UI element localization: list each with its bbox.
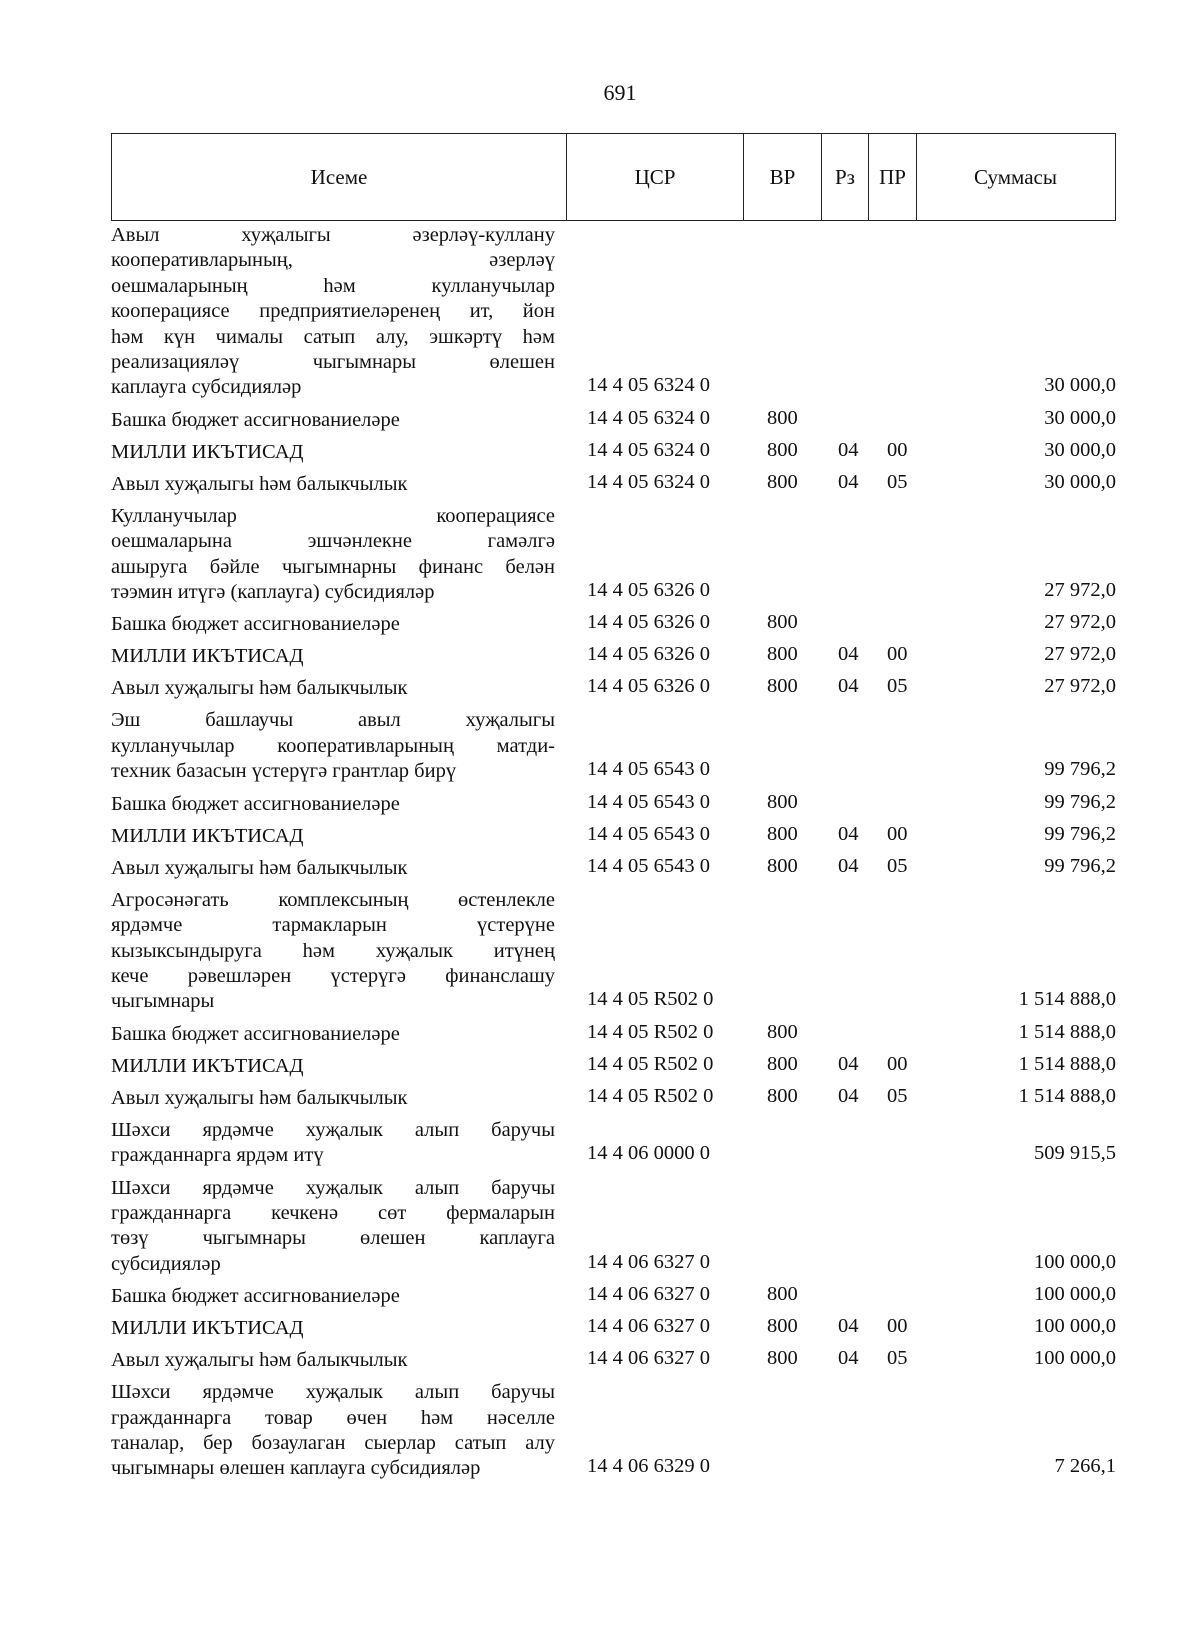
table-row [111, 470, 1116, 497]
row-csr: 14 4 05 6324 0 [587, 438, 710, 461]
row-name-line: оешмаларының һәм кулланучылар [111, 274, 555, 297]
row-name-line: төзү чыгымнары өлешен каплауга [111, 1227, 555, 1250]
row-name-line: Авыл хуҗалыгы һәм балыкчылык [111, 472, 408, 495]
row-csr: 14 4 06 6327 0 [587, 1283, 710, 1306]
row-name [111, 1314, 555, 1341]
row-pr: 05 [887, 854, 908, 877]
row-vr: 800 [767, 1315, 798, 1338]
row-name-line: таналар, бер бозаулаган сыерлар сатып алу [111, 1431, 555, 1454]
row-csr: 14 4 05 R502 0 [587, 1084, 714, 1107]
row-name [111, 1378, 555, 1482]
row-name-line: техник базасын үстерүгә грантлар бирү [111, 760, 457, 783]
table-row [111, 706, 1116, 784]
row-name-line: Башка бюджет ассигнованиеләре [111, 408, 400, 431]
row-csr: 14 4 05 6324 0 [587, 406, 710, 429]
row-sum: 27 972,0 [1044, 579, 1116, 602]
row-rz: 04 [838, 1347, 859, 1370]
row-name-line: реализацияләү чыгымнары өлешен [111, 351, 555, 374]
row-pr: 05 [887, 1084, 908, 1107]
row-name-line: Авыл хуҗалыгы әзерләү-куллану [111, 224, 555, 246]
table-header [111, 133, 1116, 221]
row-rz: 04 [838, 822, 859, 845]
row-pr: 05 [887, 470, 908, 493]
row-sum: 1 514 888,0 [1018, 988, 1116, 1011]
row-rz: 04 [838, 1052, 859, 1075]
row-sum: 7 266,1 [1054, 1455, 1116, 1478]
row-name-line: ярдәмче тармакларын үстерүне [111, 914, 555, 937]
row-name-line: Шәхси ярдәмче хуҗалык алып баручы [111, 1118, 555, 1141]
table-row [111, 674, 1116, 701]
table-row [111, 1346, 1116, 1373]
row-csr: 14 4 05 6543 0 [587, 854, 710, 877]
row-name-line: Кулланучылар кооперациясе [111, 504, 555, 527]
row-rz: 04 [838, 854, 859, 877]
row-name [111, 1020, 555, 1047]
page-number: 691 [603, 80, 637, 105]
row-csr: 14 4 05 6543 0 [587, 822, 710, 845]
row-name [111, 610, 555, 637]
table-row [111, 1378, 1116, 1482]
row-csr: 14 4 05 R502 0 [587, 988, 714, 1011]
row-csr: 14 4 05 R502 0 [587, 1020, 714, 1043]
header-name: Исеме [112, 134, 567, 220]
row-csr: 14 4 06 6327 0 [587, 1315, 710, 1338]
table-row [111, 886, 1116, 1015]
row-sum: 99 796,2 [1044, 758, 1116, 781]
row-sum: 99 796,2 [1044, 822, 1116, 845]
table-row [111, 1052, 1116, 1079]
row-vr: 800 [767, 611, 798, 634]
row-name-line: каплауга субсидияләр [111, 376, 302, 399]
table-row [111, 1174, 1116, 1278]
table-row [111, 1084, 1116, 1111]
row-name [111, 1282, 555, 1309]
table-row [111, 438, 1116, 465]
row-name-line: МИЛЛИ ИКЪТИСАД [111, 440, 304, 463]
row-csr: 14 4 05 6326 0 [587, 611, 710, 634]
row-name-line: МИЛЛИ ИКЪТИСАД [111, 824, 304, 847]
row-sum: 30 000,0 [1044, 374, 1116, 397]
table-row [111, 1282, 1116, 1309]
row-name-line: гражданнарга ярдәм итү [111, 1144, 324, 1167]
header-rz: Рз [822, 134, 869, 220]
row-name-line: МИЛЛИ ИКЪТИСАД [111, 1054, 304, 1077]
row-vr: 800 [767, 1347, 798, 1370]
row-pr: 00 [887, 438, 908, 461]
row-csr: 14 4 05 6324 0 [587, 374, 710, 397]
row-csr: 14 4 05 R502 0 [587, 1052, 714, 1075]
row-pr: 00 [887, 1315, 908, 1338]
row-sum: 100 000,0 [1034, 1283, 1116, 1306]
row-csr: 14 4 05 6543 0 [587, 758, 710, 781]
header-sum: Суммасы [974, 164, 1057, 189]
row-name-line: Шәхси ярдәмче хуҗалык алып баручы [111, 1381, 555, 1404]
row-csr: 14 4 06 0000 0 [587, 1142, 710, 1165]
row-name-line: тәэмин итүгә (каплауга) субсидияләр [111, 581, 435, 604]
row-sum: 1 514 888,0 [1018, 1020, 1116, 1043]
row-name [111, 406, 555, 433]
row-vr: 800 [767, 406, 798, 429]
row-name-line: кызыксындыруга һәм хуҗалык итүнең [111, 939, 555, 962]
row-vr: 800 [767, 675, 798, 698]
row-name-line: кооперациясе предприятиеләренең ит, йон [111, 300, 555, 323]
row-vr: 800 [767, 1020, 798, 1043]
row-vr: 800 [767, 643, 798, 666]
row-name-line: чыгымнары [111, 990, 215, 1013]
row-name-line: Авыл хуҗалыгы һәм балыкчылык [111, 1086, 408, 1109]
row-name [111, 1174, 555, 1278]
table-row [111, 1314, 1116, 1341]
row-sum: 100 000,0 [1034, 1347, 1116, 1370]
row-name-line: МИЛЛИ ИКЪТИСАД [111, 645, 304, 668]
row-sum: 27 972,0 [1044, 643, 1116, 666]
row-sum: 27 972,0 [1044, 675, 1116, 698]
row-name [111, 706, 555, 784]
row-vr: 800 [767, 470, 798, 493]
row-name-line: һәм күн чималы сатып алу, эшкәртү һәм [111, 325, 555, 348]
row-rz: 04 [838, 470, 859, 493]
row-name [111, 790, 555, 817]
table-row [111, 221, 1116, 401]
row-sum: 27 972,0 [1044, 611, 1116, 634]
row-name-line: кооперативларының, әзерләү [111, 249, 555, 272]
table-row [111, 502, 1116, 606]
row-rz: 04 [838, 1084, 859, 1107]
row-sum: 100 000,0 [1034, 1250, 1116, 1273]
row-vr: 800 [767, 790, 798, 813]
row-name-line: субсидияләр [111, 1252, 221, 1275]
row-name [111, 438, 555, 465]
row-sum: 99 796,2 [1044, 790, 1116, 813]
row-name-line: Агросәнәгать комплексының өстенлекле [111, 888, 555, 911]
row-rz: 04 [838, 643, 859, 666]
row-sum: 1 514 888,0 [1018, 1052, 1116, 1075]
row-pr: 00 [887, 1052, 908, 1075]
row-vr: 800 [767, 438, 798, 461]
row-name [111, 221, 555, 401]
row-sum: 30 000,0 [1044, 406, 1116, 429]
row-pr: 00 [887, 643, 908, 666]
row-name-line: гражданнарга кечкенә сөт фермаларын [111, 1201, 555, 1224]
row-csr: 14 4 05 6326 0 [587, 643, 710, 666]
row-sum: 99 796,2 [1044, 854, 1116, 877]
row-name [111, 674, 555, 701]
row-csr: 14 4 05 6326 0 [587, 579, 710, 602]
row-sum: 30 000,0 [1044, 470, 1116, 493]
row-name-line: ашыруга бәйле чыгымнарны финанс белән [111, 555, 555, 578]
row-rz: 04 [838, 675, 859, 698]
row-sum: 1 514 888,0 [1018, 1084, 1116, 1107]
row-csr: 14 4 06 6327 0 [587, 1347, 710, 1370]
row-csr: 14 4 06 6327 0 [587, 1250, 710, 1273]
row-sum: 100 000,0 [1034, 1315, 1116, 1338]
row-name [111, 1084, 555, 1111]
row-csr: 14 4 05 6326 0 [587, 675, 710, 698]
table-row [111, 1020, 1116, 1047]
table-row [111, 822, 1116, 849]
row-name-line: Башка бюджет ассигнованиеләре [111, 792, 400, 815]
row-sum: 509 915,5 [1034, 1142, 1116, 1165]
row-name-line: МИЛЛИ ИКЪТИСАД [111, 1317, 304, 1340]
row-name [111, 886, 555, 1015]
row-vr: 800 [767, 1084, 798, 1107]
row-name-line: Башка бюджет ассигнованиеләре [111, 613, 400, 636]
row-vr: 800 [767, 1052, 798, 1075]
row-vr: 800 [767, 1283, 798, 1306]
row-csr: 14 4 05 6324 0 [587, 470, 710, 493]
row-name-line: чыгымнары өлешен каплауга субсидияләр [111, 1457, 481, 1480]
row-pr: 05 [887, 1347, 908, 1370]
header-pr: ПР [869, 134, 917, 220]
row-name-line: Башка бюджет ассигнованиеләре [111, 1022, 400, 1045]
row-name-line: Авыл хуҗалыгы һәм балыкчылык [111, 1349, 408, 1372]
row-name-line: Башка бюджет ассигнованиеләре [111, 1285, 400, 1308]
row-name [111, 642, 555, 669]
row-sum: 30 000,0 [1044, 438, 1116, 461]
row-name-line: кулланучылар кооперативларының матди- [111, 734, 555, 757]
row-name-line: Авыл хуҗалыгы һәм балыкчылык [111, 856, 408, 879]
header-vr: ВР [744, 134, 822, 220]
row-name-line: кече рәвешләрен үстерүгә финанслашу [111, 964, 555, 987]
row-csr: 14 4 05 6543 0 [587, 790, 710, 813]
table-row [111, 1116, 1116, 1169]
table-row [111, 642, 1116, 669]
row-pr: 05 [887, 675, 908, 698]
table-row [111, 854, 1116, 881]
row-name [111, 502, 555, 606]
row-name-line: Эш башлаучы авыл хуҗалыгы [111, 709, 555, 732]
row-name-line: гражданнарга товар өчен һәм нәселле [111, 1406, 555, 1429]
row-rz: 04 [838, 1315, 859, 1338]
row-vr: 800 [767, 822, 798, 845]
row-name-line: Авыл хуҗалыгы һәм балыкчылык [111, 677, 408, 700]
row-name [111, 470, 555, 497]
row-name-line: оешмаларына эшчәнлекне гамәлгә [111, 530, 555, 553]
row-pr: 00 [887, 822, 908, 845]
row-csr: 14 4 06 6329 0 [587, 1455, 710, 1478]
table-row [111, 406, 1116, 433]
table-row [111, 790, 1116, 817]
row-name [111, 1346, 555, 1373]
table-body [111, 221, 1116, 1487]
row-name [111, 822, 555, 849]
table-row [111, 610, 1116, 637]
row-name [111, 854, 555, 881]
row-name-line: Шәхси ярдәмче хуҗалык алып баручы [111, 1176, 555, 1199]
row-vr: 800 [767, 854, 798, 877]
header-csr: ЦСР [567, 134, 744, 220]
row-name [111, 1052, 555, 1079]
row-name [111, 1116, 555, 1169]
row-rz: 04 [838, 438, 859, 461]
